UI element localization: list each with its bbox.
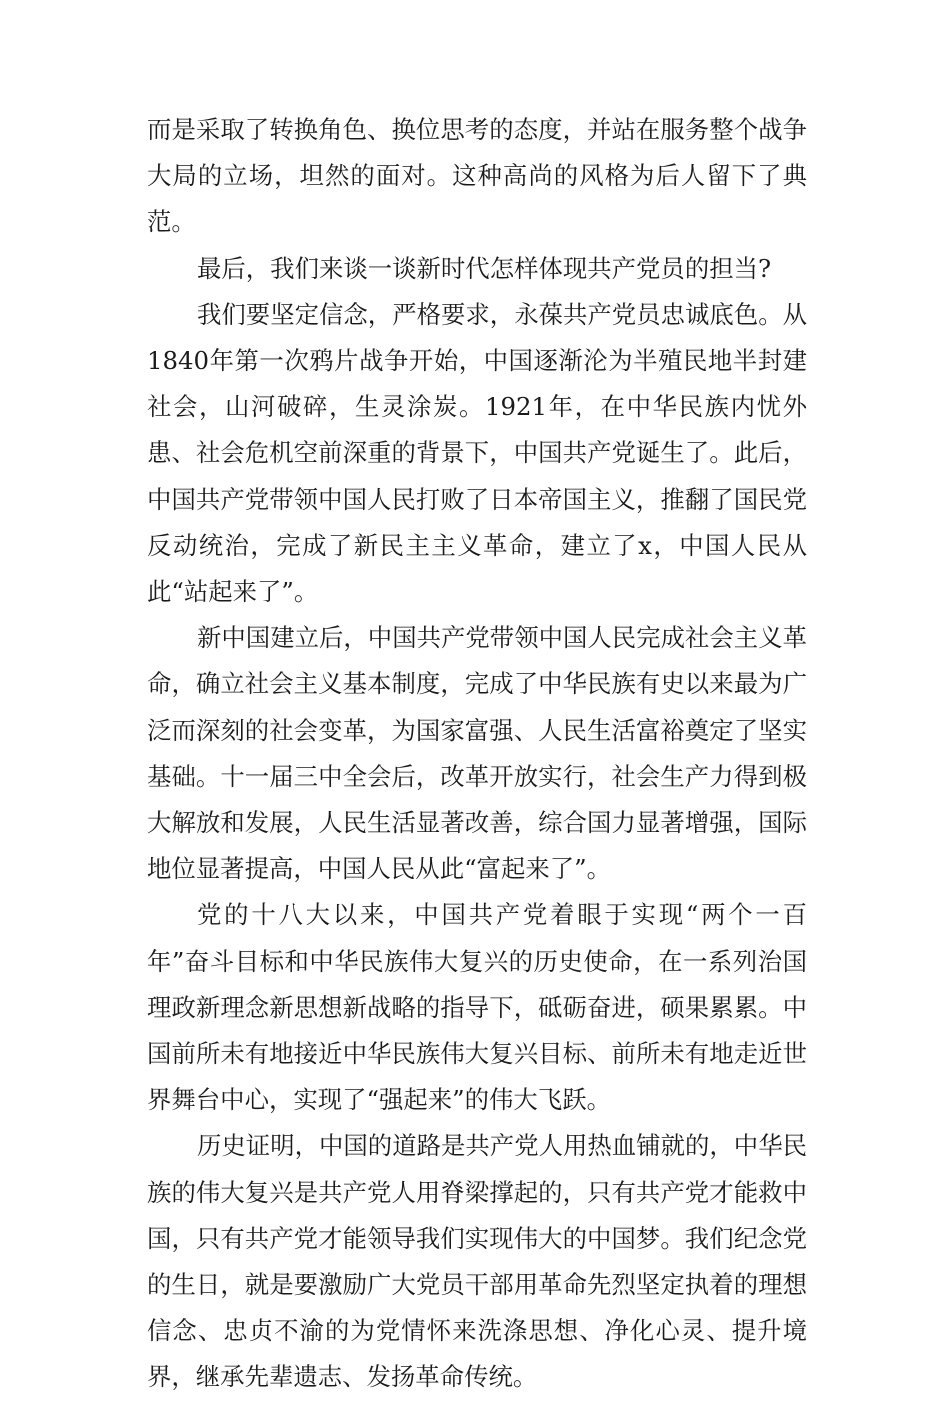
document-body [147,107,807,1401]
paragraph-question: 最后，我们来谈一谈新时代怎样体现共产党员的担当? [197,253,772,283]
paragraph-getting-rich: 新中国建立后，中国共产党带领中国人民完成社会主义革命，确立社会主义基本制度，完成了中华民族有史以来最为广泛而深刻的社会变革，为国家富强、人民生活富裕奠定了坚实基础。十一届三中全会后，改革开放实行，社会生产力得到极大解放和发展，人民生活显著改善，综合国力显著增强，国际地位显著提高，中国人民从此“富起来了”。 [147,623,807,884]
paragraph-continuation: 而是采取了转换角色、换位思考的态度，并站在服务整个战争大局的立场，坦然的面对。这种高尚的风格为后人留下了典范。 [147,115,807,237]
paragraph-standing-up: 我们要坚定信念，严格要求，永葆共产党员忠诚底色。从1840年第一次鸦片战争开始，中国逐渐沦为半殖民地半封建社会，山河破碎，生灵涂炭。1921年，在中华民族内忧外患、社会危机空前深重的背景下，中国共产党诞生了。此后，中国共产党带领中国人民打败了日本帝国主义，推翻了国民党反动统治，完成了新民主主义革命，建立了x，中国人民从此“站起来了”。 [147,299,807,607]
paragraph-history-proves: 历史证明，中国的道路是共产党人用热血铺就的，中华民族的伟大复兴是共产党人用脊梁撑起的，只有共产党才能救中国，只有共产党才能领导我们实现伟大的中国梦。我们纪念党的生日，就是要激励广大党员干部用革命先烈坚定执着的理想信念、忠贞不渝的为党情怀来洗涤思想、净化心灵、提升境界，继承先辈遗志、发扬革命传统。 [147,1131,807,1392]
paragraph-becoming-strong: 党的十八大以来，中国共产党着眼于实现“两个一百年”奋斗目标和中华民族伟大复兴的历史使命，在一系列治国理政新理念新思想新战略的指导下，砥砺奋进，硕果累累。中国前所未有地接近中华民族伟大复兴目标、前所未有地走近世界舞台中心，实现了“强起来”的伟大飞跃。 [147,900,807,1115]
